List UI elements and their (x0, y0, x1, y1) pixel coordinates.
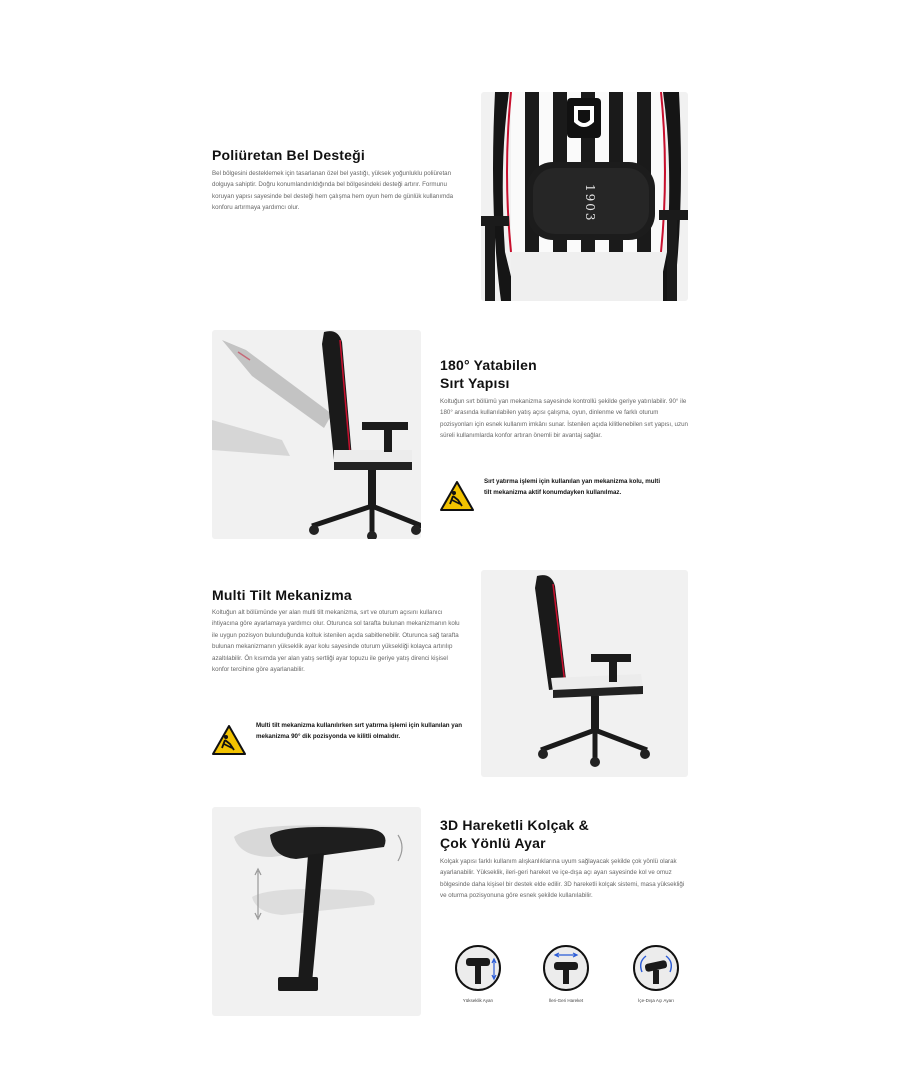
recline-warning-icon (440, 480, 474, 512)
lumbar-image (481, 92, 688, 301)
armrest-title-line2: Çok Yönlü Ayar (440, 835, 546, 851)
multitilt-warning-text: Multi tilt mekanizma kullanılırken sırt yatırma işlemi için kullanılan yan mekanizma 90° dik pozisyonda ve kilitli olmalıdır. (256, 722, 462, 741)
lumbar-title: Poliüretan Bel Desteği (212, 147, 365, 163)
multitilt-text: Koltuğun alt bölümünde yer alan multi tilt mekanizma, sırt ve oturum açısını kullanıcı ihtiyacına göre ayarlamaya yardımcı olur. Oturunca sol tarafta bulunan mekanizmanın kolu ile uygun pozisyon bulunduğunda koltuk istenilen açıda sabitlenebilir. Oturunca sağ tarafta bulunan mekanizmanın yükseklik ayar kolu sayesinde oturum yüksekliği kolayca artırılıp azaltılabilir. Ön kısımda yer alan yatış sertliği ayar topuzu ile geriye yatış direnci kişisel konfor tercihine göre ayarlanabilir. (212, 609, 460, 674)
multitilt-warning-icon (212, 724, 246, 756)
recline-text: Koltuğun sırt bölümü yan mekanizma sayesinde kontrollü şekilde geriye yatırılabilir. 90° ile 180° arasında kullanılabilen yatış açısı çalışma, oyun, dinlenme ve farklı oturum pozisyonları için esnek kullanım imkânı sunar. İstenilen açıda kilitlenebilen sırt yapısı, uzun süreli kullanımlarda konfor artıran önemli bir avantaj sağlar. (440, 398, 688, 440)
armrest-height-caption: Yükseklik Ayarı (462, 998, 494, 1003)
armrest-image (212, 807, 421, 1016)
recline-title-line2: Sırt Yapısı (440, 375, 510, 391)
lumbar-text: Bel bölgesini desteklemek için tasarlanan özel bel yastığı, yüksek yoğunluklu poliüretan dolguya sahiptir. Doğru konumlandırıldığında bel bölgesindeki desteği artırır. Formunu koruyan yapısı sayesinde bel desteği hem çalışma hem oyun hem de günlük kullanımda konforu artırmaya yardımcı olur. (212, 170, 454, 212)
armrest-forward-back-icon (542, 944, 590, 992)
armrest-title-line1: 3D Hareketli Kolçak & (440, 817, 589, 833)
recline-title-line1: 180° Yatabilen (440, 357, 537, 373)
multitilt-title: Multi Tilt Mekanizma (212, 587, 352, 603)
recline-image (212, 330, 421, 539)
recline-warning-text: Sırt yatırma işlemi için kullanılan yan mekanizma kolu, multi tilt mekanizma aktif konumdayken kullanılmaz. (484, 478, 661, 497)
pillow-number: 1903 (583, 184, 597, 223)
armrest-forward-back-caption: İleri-Geri Hareket (548, 998, 584, 1003)
multitilt-image (481, 570, 688, 777)
armrest-angle-caption: İçe-Dışa Açı Ayarı (638, 998, 674, 1003)
armrest-angle-icon (632, 944, 680, 992)
armrest-height-icon (454, 944, 502, 992)
armrest-text: Kolçak yapısı farklı kullanım alışkanlıklarına uyum sağlayacak şekilde çok yönlü olarak ayarlanabilir. Yükseklik, ileri-geri hareket ve içe-dışa açı ayarı sayesinde kol ve omuz bölgesinde daha kişisel bir destek elde edilir. 3D hareketli kolçak sistemi, masa yüksekliği ve oturma pozisyonuna göre esnek şekilde kullanılabilir. (440, 858, 685, 900)
